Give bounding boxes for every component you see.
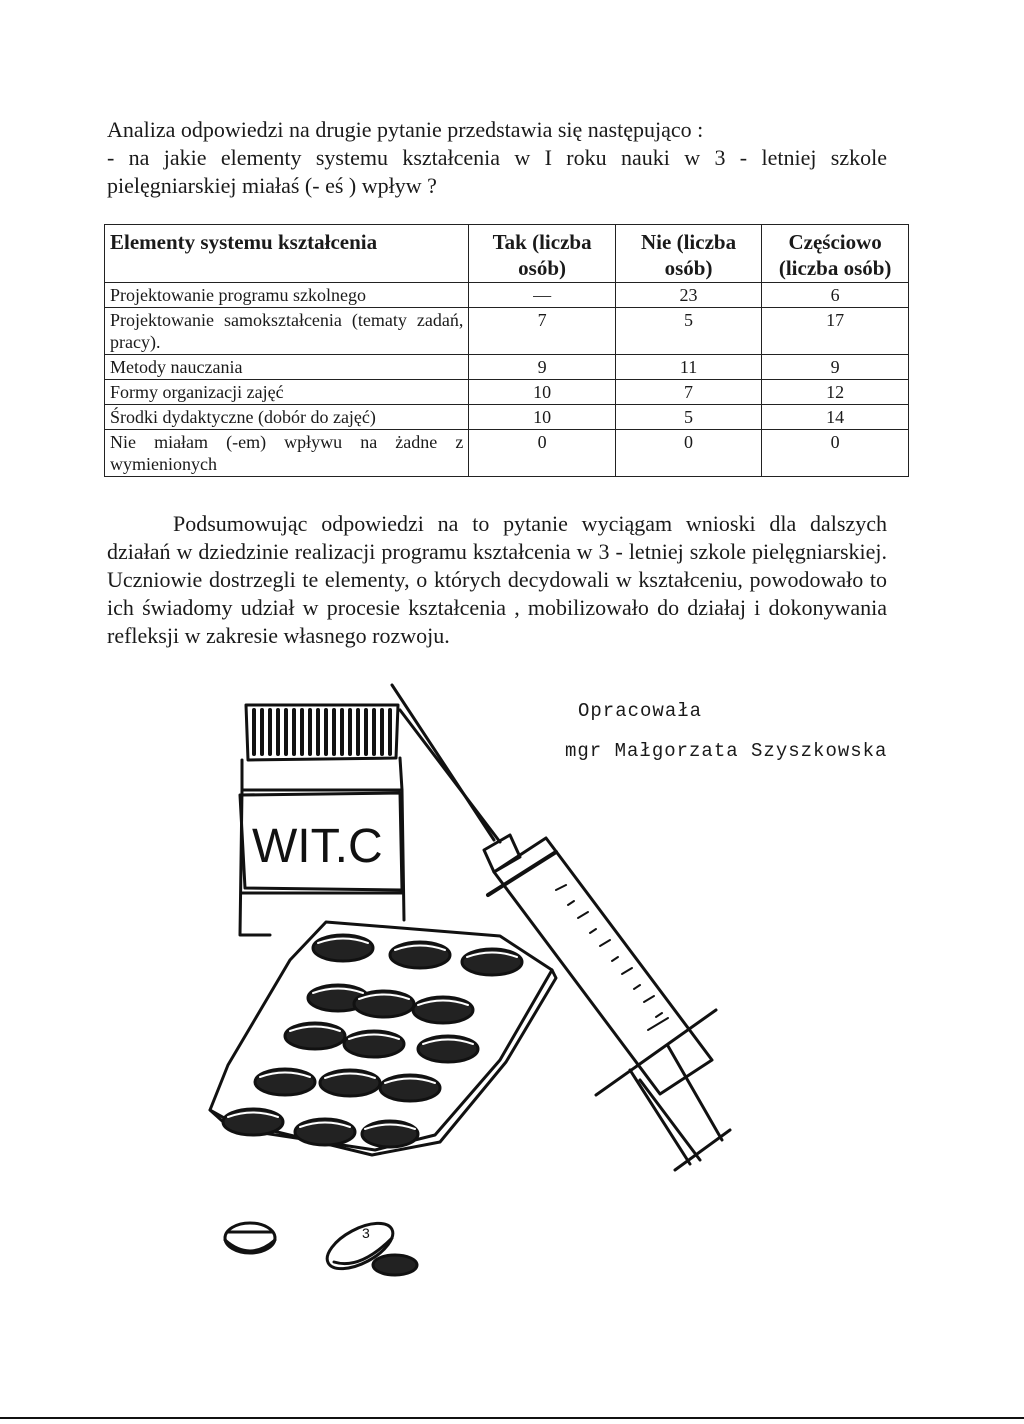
cell-tak: 9	[469, 355, 615, 380]
header-elements: Elementy systemu kształcenia	[105, 225, 469, 283]
cell-czesciowo: 9	[762, 355, 909, 380]
cell-czesciowo: 14	[762, 405, 909, 430]
row-label: Projektowanie programu szkolnego	[105, 283, 469, 308]
intro-line: Analiza odpowiedzi na drugie pytanie przedstawia się następująco :	[107, 117, 704, 142]
vitamin-bottle-icon	[240, 705, 404, 935]
row-label: Projektowanie samokształcenia (tematy zadań, pracy).	[105, 308, 469, 355]
cell-czesciowo: 0	[762, 430, 909, 477]
header-czesciowo: Częściowo (liczba osób)	[762, 225, 909, 283]
cell-tak: —	[469, 283, 615, 308]
row-label: Formy organizacji zajęć	[105, 380, 469, 405]
cell-tak: 10	[469, 405, 615, 430]
row-label: Nie miałam (-em) wpływu na żadne z wymienionych	[105, 430, 469, 477]
signature-author: mgr Małgorzata Szyszkowska	[565, 740, 888, 762]
cell-czesciowo: 12	[762, 380, 909, 405]
cell-nie: 0	[615, 430, 761, 477]
cell-nie: 5	[615, 405, 761, 430]
header-nie: Nie (liczba osób)	[615, 225, 761, 283]
row-label: Środki dydaktyczne (dobór do zajęć)	[105, 405, 469, 430]
cell-tak: 7	[469, 308, 615, 355]
cell-tak: 10	[469, 380, 615, 405]
cell-nie: 5	[615, 308, 761, 355]
survey-question: - na jakie elementy systemu kształcenia w I roku nauki w 3 - letniej szkole pielęgniarskiej miałaś (- eś ) wpływ ?	[107, 145, 887, 198]
header-tak: Tak (liczba osób)	[469, 225, 615, 283]
cell-nie: 7	[615, 380, 761, 405]
pill-blister-icon	[210, 922, 556, 1155]
signature-role: Opracowała	[578, 700, 703, 722]
bottle-label: WIT.C	[252, 820, 383, 873]
svg-text:3: 3	[362, 1225, 370, 1241]
loose-pills-icon	[225, 1214, 417, 1278]
cell-tak: 0	[469, 430, 615, 477]
summary-paragraph: Podsumowując odpowiedzi na to pytanie wyciągam wnioski dla dalszych działań w dziedzinie realizacji programu kształcenia w 3 - letniej szkole pielęgniarskiej. Uczniowie dostrzegli te elementy, o których decydowali w kształceniu, powodowało to ich świadomy udział w procesie kształcenia , mobilizowało do działaj i dokonywania refleksji w zakresie własnego rozwoju.	[107, 511, 887, 648]
row-label: Metody nauczania	[105, 355, 469, 380]
cell-nie: 23	[615, 283, 761, 308]
cell-czesciowo: 6	[762, 283, 909, 308]
cell-czesciowo: 17	[762, 308, 909, 355]
cell-nie: 11	[615, 355, 761, 380]
